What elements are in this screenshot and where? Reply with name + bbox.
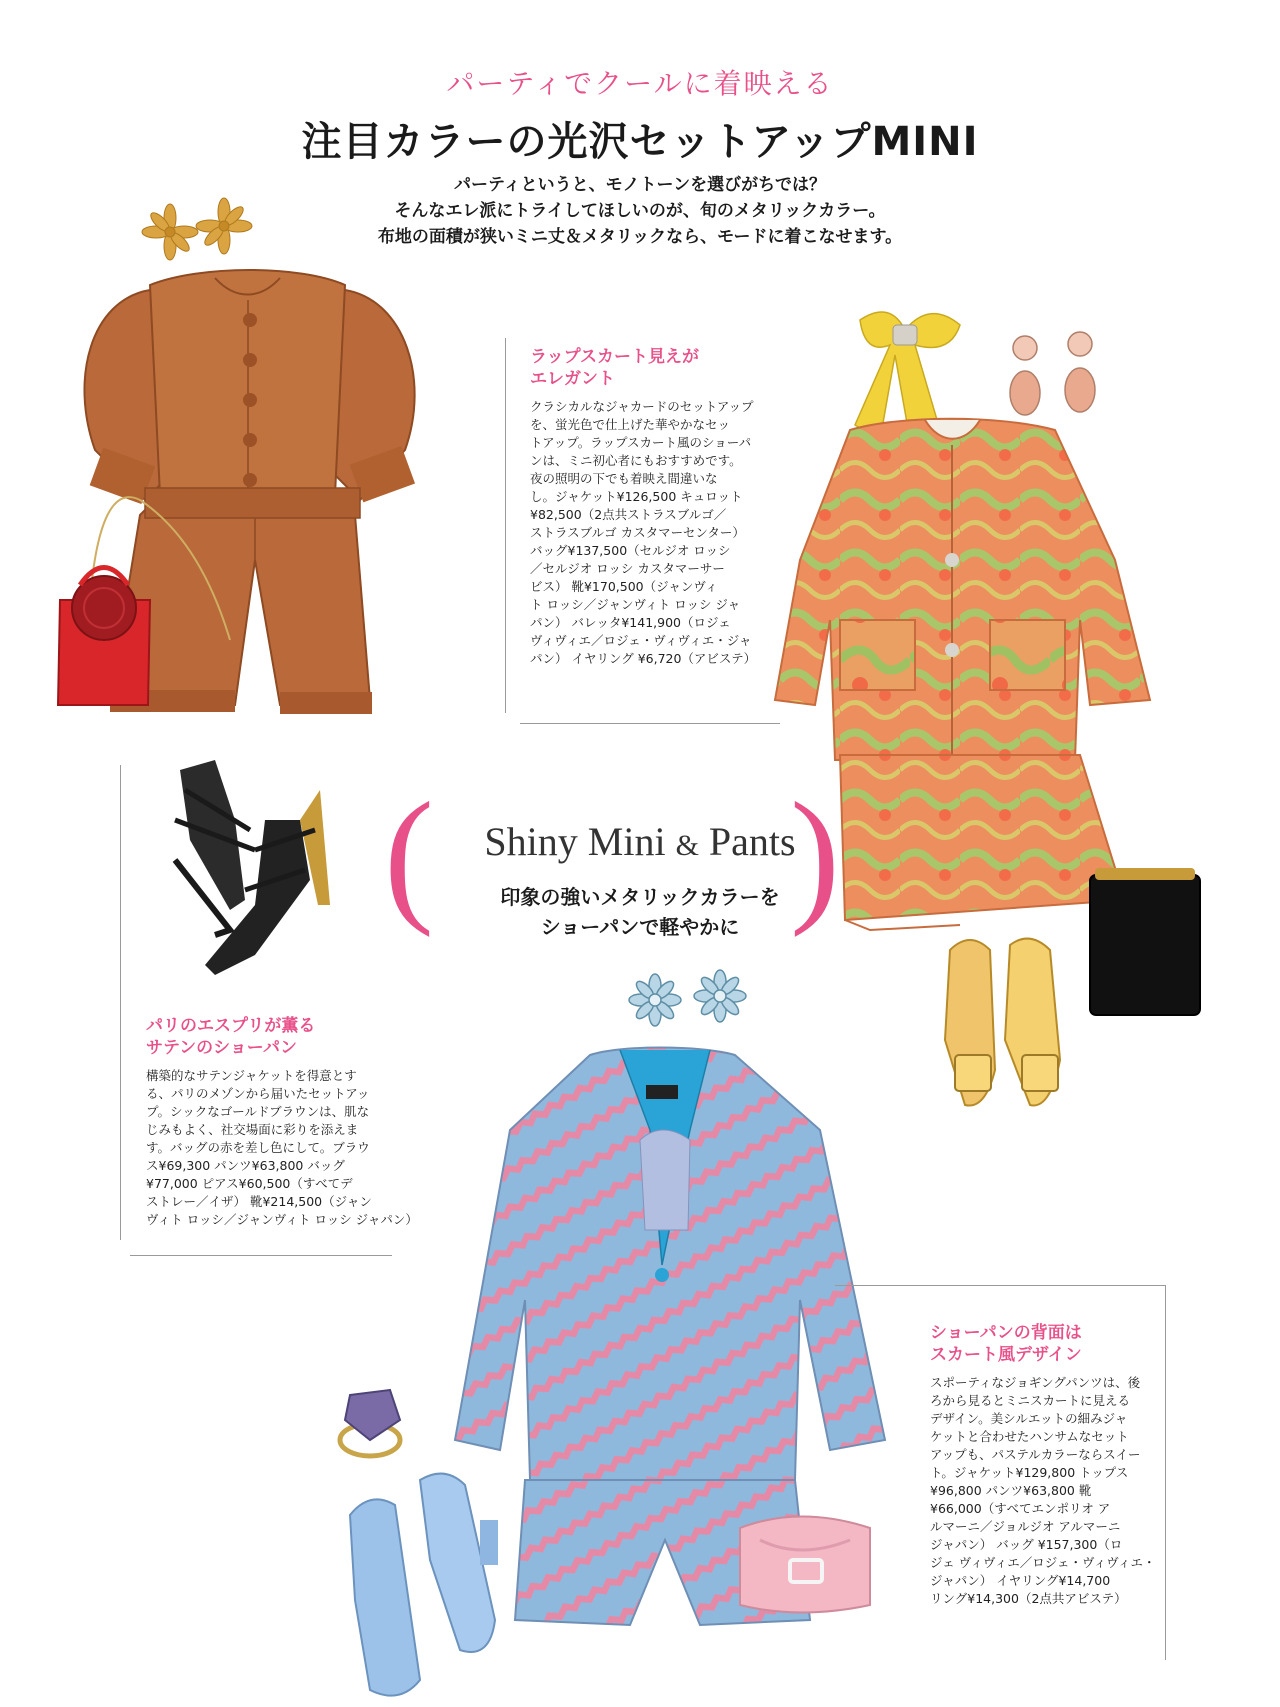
caption-line: ジャパン） バッグ ¥157,300（ロ <box>930 1537 1123 1552</box>
caption-line: し。ジャケット¥126,500 キュロット <box>530 489 743 504</box>
lead-line: そんなエレ派にトライしてほしいのが、旬のメタリックカラー。 <box>394 201 886 221</box>
caption-line: ケットと合わせたハンサムなセット <box>930 1429 1129 1444</box>
subtitle-line: ショーパンで軽やかに <box>540 915 740 939</box>
caption-line: ストラスブルゴ カスタマーセンター） <box>530 525 745 540</box>
caption-line: ビス） 靴¥170,500（ジャンヴィ <box>530 579 718 594</box>
caption-line: パン） バレッタ¥141,900（ロジェ <box>530 615 731 630</box>
section-subtitle <box>420 882 860 942</box>
caption-title-line: パリのエスプリが薫る <box>146 1016 316 1036</box>
caption-line: る、パリのメゾンから届いたセットアッ <box>146 1086 370 1101</box>
caption-line: プ。シックなゴールドブラウンは、肌な <box>146 1104 370 1119</box>
caption-line: ¥82,500（2点共ストラスブルゴ／ <box>530 507 727 522</box>
caption-body <box>146 1067 418 1229</box>
caption-line: ／セルジオ ロッシ カスタマーサー <box>530 561 725 576</box>
subtitle-line: 印象の強いメタリックカラーを <box>500 885 780 909</box>
caption-line: 夜の照明の下でも着映え間違いな <box>530 471 718 486</box>
caption-line: ト ロッシ／ジャンヴィト ロッシ ジャ <box>530 597 741 612</box>
caption-body <box>930 1374 1160 1608</box>
title-highlight: 光沢セットアップMINI <box>547 110 978 167</box>
caption-divider <box>130 1255 392 1256</box>
caption-divider <box>120 765 121 1240</box>
caption-title <box>930 1322 1160 1366</box>
title-prefix: 注目カラーの <box>301 119 548 165</box>
open-parenthesis: ( <box>384 772 434 938</box>
caption-line: ジャパン） イヤリング¥14,700 <box>930 1573 1111 1588</box>
caption-line: ス¥69,300 パンツ¥63,800 バッグ <box>146 1158 345 1173</box>
kicker: パーティでクールに着映える <box>446 67 834 100</box>
caption-line: パン） イヤリング ¥6,720（アビステ） <box>530 651 757 666</box>
caption-line: クラシカルなジャカードのセットアップ <box>530 399 754 414</box>
caption-line: す。バッグの赤を差し色にして。ブラウ <box>146 1140 370 1155</box>
caption-line: ヴィト ロッシ／ジャンヴィト ロッシ ジャパン） <box>146 1212 418 1227</box>
caption-line: スポーティなジョギングパンツは、後 <box>930 1375 1141 1390</box>
caption-line: ト。ジャケット¥129,800 トップス <box>930 1465 1129 1480</box>
caption-title <box>530 346 780 390</box>
caption-line: バッグ¥137,500（セルジオ ロッシ <box>530 543 731 558</box>
caption-title-line: ショーパンの背面は <box>930 1323 1082 1343</box>
caption-divider <box>835 1285 1165 1286</box>
caption-body <box>530 398 780 668</box>
caption-line: ¥66,000（すべてエンポリオ ア <box>930 1501 1111 1516</box>
section-title-en <box>420 818 860 865</box>
caption-line: トアップ。ラップスカート風のショーパ <box>530 435 752 450</box>
caption-divider <box>1165 1285 1166 1660</box>
caption-line: ¥96,800 パンツ¥63,800 靴 <box>930 1483 1092 1498</box>
caption-paris-satin <box>146 1015 418 1229</box>
lead-line: パーティというと、モノトーンを選びがちでは？ <box>454 175 826 195</box>
caption-line: ろから見るとミニスカートに見える <box>930 1393 1131 1408</box>
caption-line: ヴィヴィエ／ロジェ・ヴィヴィエ・ジャ <box>530 633 752 648</box>
caption-line: を、蛍光色で仕上げた華やかなセッ <box>530 417 731 432</box>
caption-line: ジェ ヴィヴィエ／ロジェ・ヴィヴィエ・ <box>930 1555 1156 1570</box>
caption-line: ストレー／イザ） 靴¥214,500（ジャン <box>146 1194 372 1209</box>
page-title <box>0 110 1280 167</box>
caption-back-design <box>930 1322 1160 1608</box>
caption-title-line: サテンのショーパン <box>146 1038 297 1058</box>
caption-line: 構築的なサテンジャケットを得意とす <box>146 1068 357 1083</box>
caption-line: じみもよく、社交場面に彩りを添えま <box>146 1122 359 1137</box>
lead-line: 布地の面積が狭いミニ丈＆メタリックなら、モードに着こなせます。 <box>377 227 903 247</box>
caption-line: リング¥14,300（2点共アビステ） <box>930 1591 1127 1606</box>
caption-line: デザイン。美シルエットの細みジャ <box>930 1411 1128 1426</box>
lead-paragraph <box>0 172 1280 250</box>
caption-title <box>146 1015 406 1059</box>
title-en-part: Pants <box>708 819 796 864</box>
title-en-amp: & <box>675 829 699 862</box>
close-parenthesis: ) <box>790 772 840 938</box>
caption-line: ¥77,000 ピアス¥60,500（すべてデ <box>146 1176 353 1191</box>
title-en-part: Shiny Mini <box>484 819 666 864</box>
caption-divider <box>520 723 780 724</box>
caption-wrap-skirt <box>530 346 780 668</box>
caption-line: ルマーニ／ジョルジオ アルマーニ <box>930 1519 1121 1534</box>
caption-title-line: エレガント <box>530 369 615 389</box>
caption-title-line: ラップスカート見えが <box>530 347 699 367</box>
caption-line: アップも、パステルカラーならスイー <box>930 1447 1141 1462</box>
caption-title-line: スカート風デザイン <box>930 1345 1082 1365</box>
caption-line: ンは、ミニ初心者にもおすすめです。 <box>530 453 742 468</box>
caption-divider <box>505 338 506 713</box>
